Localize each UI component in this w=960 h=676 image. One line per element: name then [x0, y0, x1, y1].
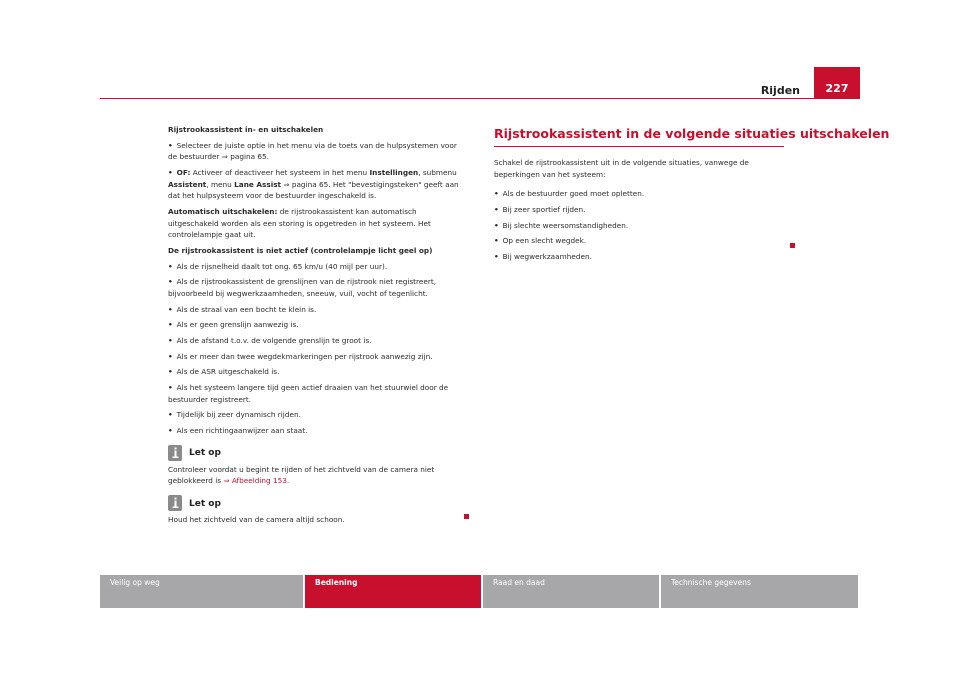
bullet-icon: •: [168, 140, 173, 150]
right-column: [494, 124, 890, 267]
list-item: • Tijdelijk bij zeer dynamisch rijden.: [168, 410, 301, 420]
list-item: • Als een richtingaanwijzer aan staat.: [168, 426, 308, 436]
list-item: • Als de rijstrookassistent de grenslijnen van de rijstrook niet registreert, bijvoorbeeld bij wegwerkzaamheden, sneeuw, vuil, vocht of tegenlicht.: [168, 277, 437, 299]
list-item: • Bij slechte weersomstandigheden.: [494, 220, 629, 230]
tab-technische-gegevens[interactable]: Technische gegevens: [661, 575, 858, 608]
instruction-1: • Selecteer de juiste optie in het menu via de toets van de hulpsystemen voor de bestuurder ⇒ pagina 65.: [168, 140, 457, 162]
list-item: • Als de afstand t.o.v. de volgende grenslijn te groot is.: [168, 336, 372, 346]
bullet-icon: •: [168, 367, 173, 377]
note-hand-icon: [168, 445, 182, 461]
bullet-icon: •: [494, 189, 499, 199]
list-item: • Als de rijsnelheid daalt tot ong. 65 km/u (40 mijl per uur).: [168, 261, 388, 271]
tab-bediening[interactable]: Bediening: [305, 575, 481, 608]
page-number: 227: [814, 67, 860, 99]
bullet-icon: •: [168, 304, 173, 314]
heading-in-uitschakelen: Rijstrookassistent in- en uitschakelen: [168, 125, 324, 134]
bullet-icon: •: [168, 426, 173, 436]
section-title: Rijstrookassistent in de volgende situaties uitschakelen: [494, 124, 784, 147]
footer-nav: [100, 575, 860, 608]
bullet-icon: •: [168, 336, 173, 346]
note-hand-icon: [168, 495, 182, 511]
list-item: • Als de ASR uitgeschakeld is.: [168, 367, 280, 377]
bullet-icon: •: [168, 277, 173, 287]
tab-veilig-op-weg[interactable]: Veilig op weg: [100, 575, 303, 608]
intro-text: Schakel de rijstrookassistent uit in de volgende situaties, vanwege de beperkingen van het systeem:: [494, 158, 749, 179]
bullet-icon: •: [168, 320, 173, 330]
section-end-icon: [464, 514, 469, 519]
figure-link[interactable]: ⇒ Afbeelding 153.: [223, 476, 290, 486]
list-item: • Bij wegwerkzaamheden.: [494, 252, 592, 262]
bullet-icon: •: [494, 236, 499, 246]
tab-raad-en-daad[interactable]: Raad en daad: [483, 575, 659, 608]
bullet-icon: •: [168, 168, 173, 178]
bullet-icon: •: [168, 383, 173, 393]
list-item: • Als de bestuurder goed moet opletten.: [494, 189, 645, 199]
note-2-title: Let op: [189, 498, 221, 509]
list-item: • Als de straal van een bocht te klein is.: [168, 304, 317, 314]
bullet-icon: •: [168, 261, 173, 271]
bullet-icon: •: [168, 351, 173, 361]
list-item: • Als er geen grenslijn aanwezig is.: [168, 320, 299, 330]
header-rule: [100, 98, 814, 99]
note-2-header: [168, 495, 468, 511]
list-item: • Als er meer dan twee wegdekmarkeringen per rijstrook aanwezig zijn.: [168, 351, 433, 361]
heading-niet-actief: De rijstrookassistent is niet actief (controlelampje licht geel op): [168, 246, 433, 256]
niet-actief-list: [168, 261, 468, 437]
bullet-icon: •: [494, 205, 499, 215]
left-column: [168, 124, 468, 530]
auto-uitschakelen: Automatisch uitschakelen: de rijstrookassistent kan automatisch uitgeschakeld worden als een storing is opgetreden in het systeem. Het controlelampje gaat uit.: [168, 207, 431, 240]
list-item: • Als het systeem langere tijd geen actief draaien van het stuurwiel door de bestuurder registreert.: [168, 383, 449, 404]
note-1-header: [168, 445, 468, 461]
bullet-icon: •: [494, 220, 499, 230]
section-end-icon: [790, 243, 795, 248]
note-1-text: Controleer voordat u begint te rijden of het zichtveld van de camera niet geblokkeerd is ⇒ Afbeelding 153.: [168, 464, 435, 486]
bullet-icon: •: [494, 252, 499, 262]
list-item: • Bij zeer sportief rijden.: [494, 205, 586, 215]
instruction-2: • OF: Activeer of deactiveer het systeem in het menu Instellingen, submenu Assistent, menu Lane Assist ⇒ pagina 65. Het "bevestigingsteken" geeft aan dat het hulpsysteem voor de bestuurder ingeschakeld is.: [168, 168, 459, 201]
bullet-icon: •: [168, 410, 173, 420]
note-1-title: Let op: [189, 448, 221, 459]
note-2-text: Houd het zichtveld van de camera altijd schoon.: [168, 515, 345, 525]
list-item: • Op een slecht wegdek.: [494, 236, 587, 246]
page-title: Rijden: [760, 84, 800, 97]
